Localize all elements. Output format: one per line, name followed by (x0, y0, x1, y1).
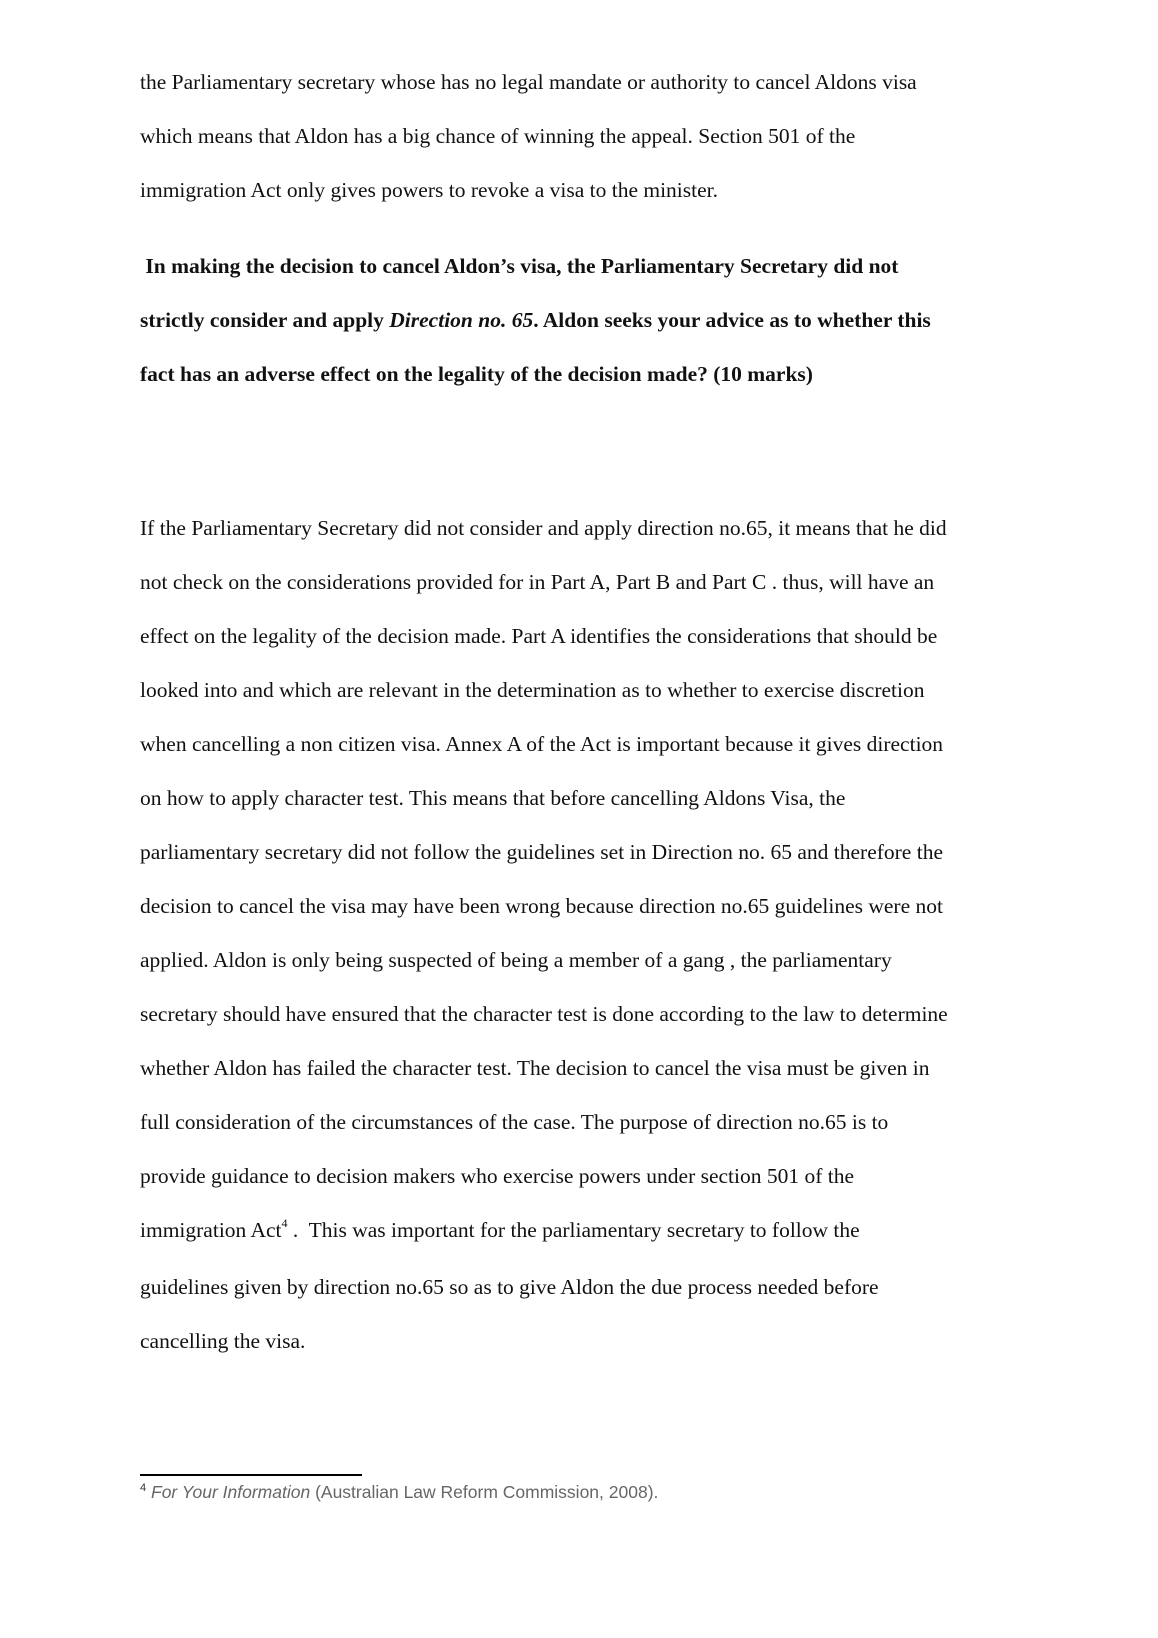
footnote-reference[interactable]: 4 (281, 1216, 288, 1230)
question-line: In making the decision to cancel Aldon’s visa, the Parliamentary Secretary did not (140, 254, 899, 278)
direction-title: Direction no. 65 (389, 308, 534, 332)
text-line: secretary should have ensured that the character test is done according to the law to determine (140, 1002, 948, 1026)
text-line (140, 1203, 1040, 1260)
paragraph-answer (140, 501, 1040, 1368)
text-line: immigration Act only gives powers to revoke a visa to the minister. (140, 178, 719, 202)
footnote (140, 1480, 658, 1507)
text-fragment: immigration Act (140, 1218, 282, 1242)
text-line: effect on the legality of the decision made. Part A identifies the considerations that should be (140, 624, 938, 648)
footnote-mark: 4 (140, 1482, 147, 1494)
question-text: strictly consider and apply (140, 308, 390, 332)
question-text: . Aldon seeks your advice as to whether this (533, 308, 931, 332)
question-line (140, 293, 1040, 347)
footnote-citation: (Australian Law Reform Commission, 2008). (310, 1482, 659, 1502)
text-line: cancelling the visa. (140, 1329, 306, 1353)
footnote-title: For Your Information (151, 1482, 311, 1502)
text-line: whether Aldon has failed the character test. The decision to cancel the visa must be given in (140, 1056, 930, 1080)
question-heading (140, 239, 1040, 401)
text-line: on how to apply character test. This means that before cancelling Aldons Visa, the (140, 786, 846, 810)
text-line: guidelines given by direction no.65 so as to give Aldon the due process needed before (140, 1275, 879, 1299)
text-line: not check on the considerations provided for in Part A, Part B and Part C . thus, will have an (140, 570, 935, 594)
text-line: looked into and which are relevant in the determination as to whether to exercise discretion (140, 678, 925, 702)
footnote-separator (140, 1474, 362, 1476)
text-line: which means that Aldon has a big chance of winning the appeal. Section 501 of the (140, 124, 856, 148)
text-line: when cancelling a non citizen visa. Annex A of the Act is important because it gives direction (140, 732, 944, 756)
paragraph-intro (140, 55, 1040, 217)
text-fragment: . This was important for the parliamentary secretary to follow the (287, 1218, 860, 1242)
text-line: decision to cancel the visa may have been wrong because direction no.65 guidelines were not (140, 894, 943, 918)
text-line: full consideration of the circumstances of the case. The purpose of direction no.65 is to (140, 1110, 889, 1134)
text-line: the Parliamentary secretary whose has no legal mandate or authority to cancel Aldons visa (140, 70, 917, 94)
text-line: provide guidance to decision makers who exercise powers under section 501 of the (140, 1164, 855, 1188)
question-line: fact has an adverse effect on the legality of the decision made? (10 marks) (140, 362, 813, 386)
text-line: parliamentary secretary did not follow the guidelines set in Direction no. 65 and therefore the (140, 840, 943, 864)
text-line: If the Parliamentary Secretary did not consider and apply direction no.65, it means that he did (140, 516, 947, 540)
text-line: applied. Aldon is only being suspected of being a member of a gang , the parliamentary (140, 948, 892, 972)
